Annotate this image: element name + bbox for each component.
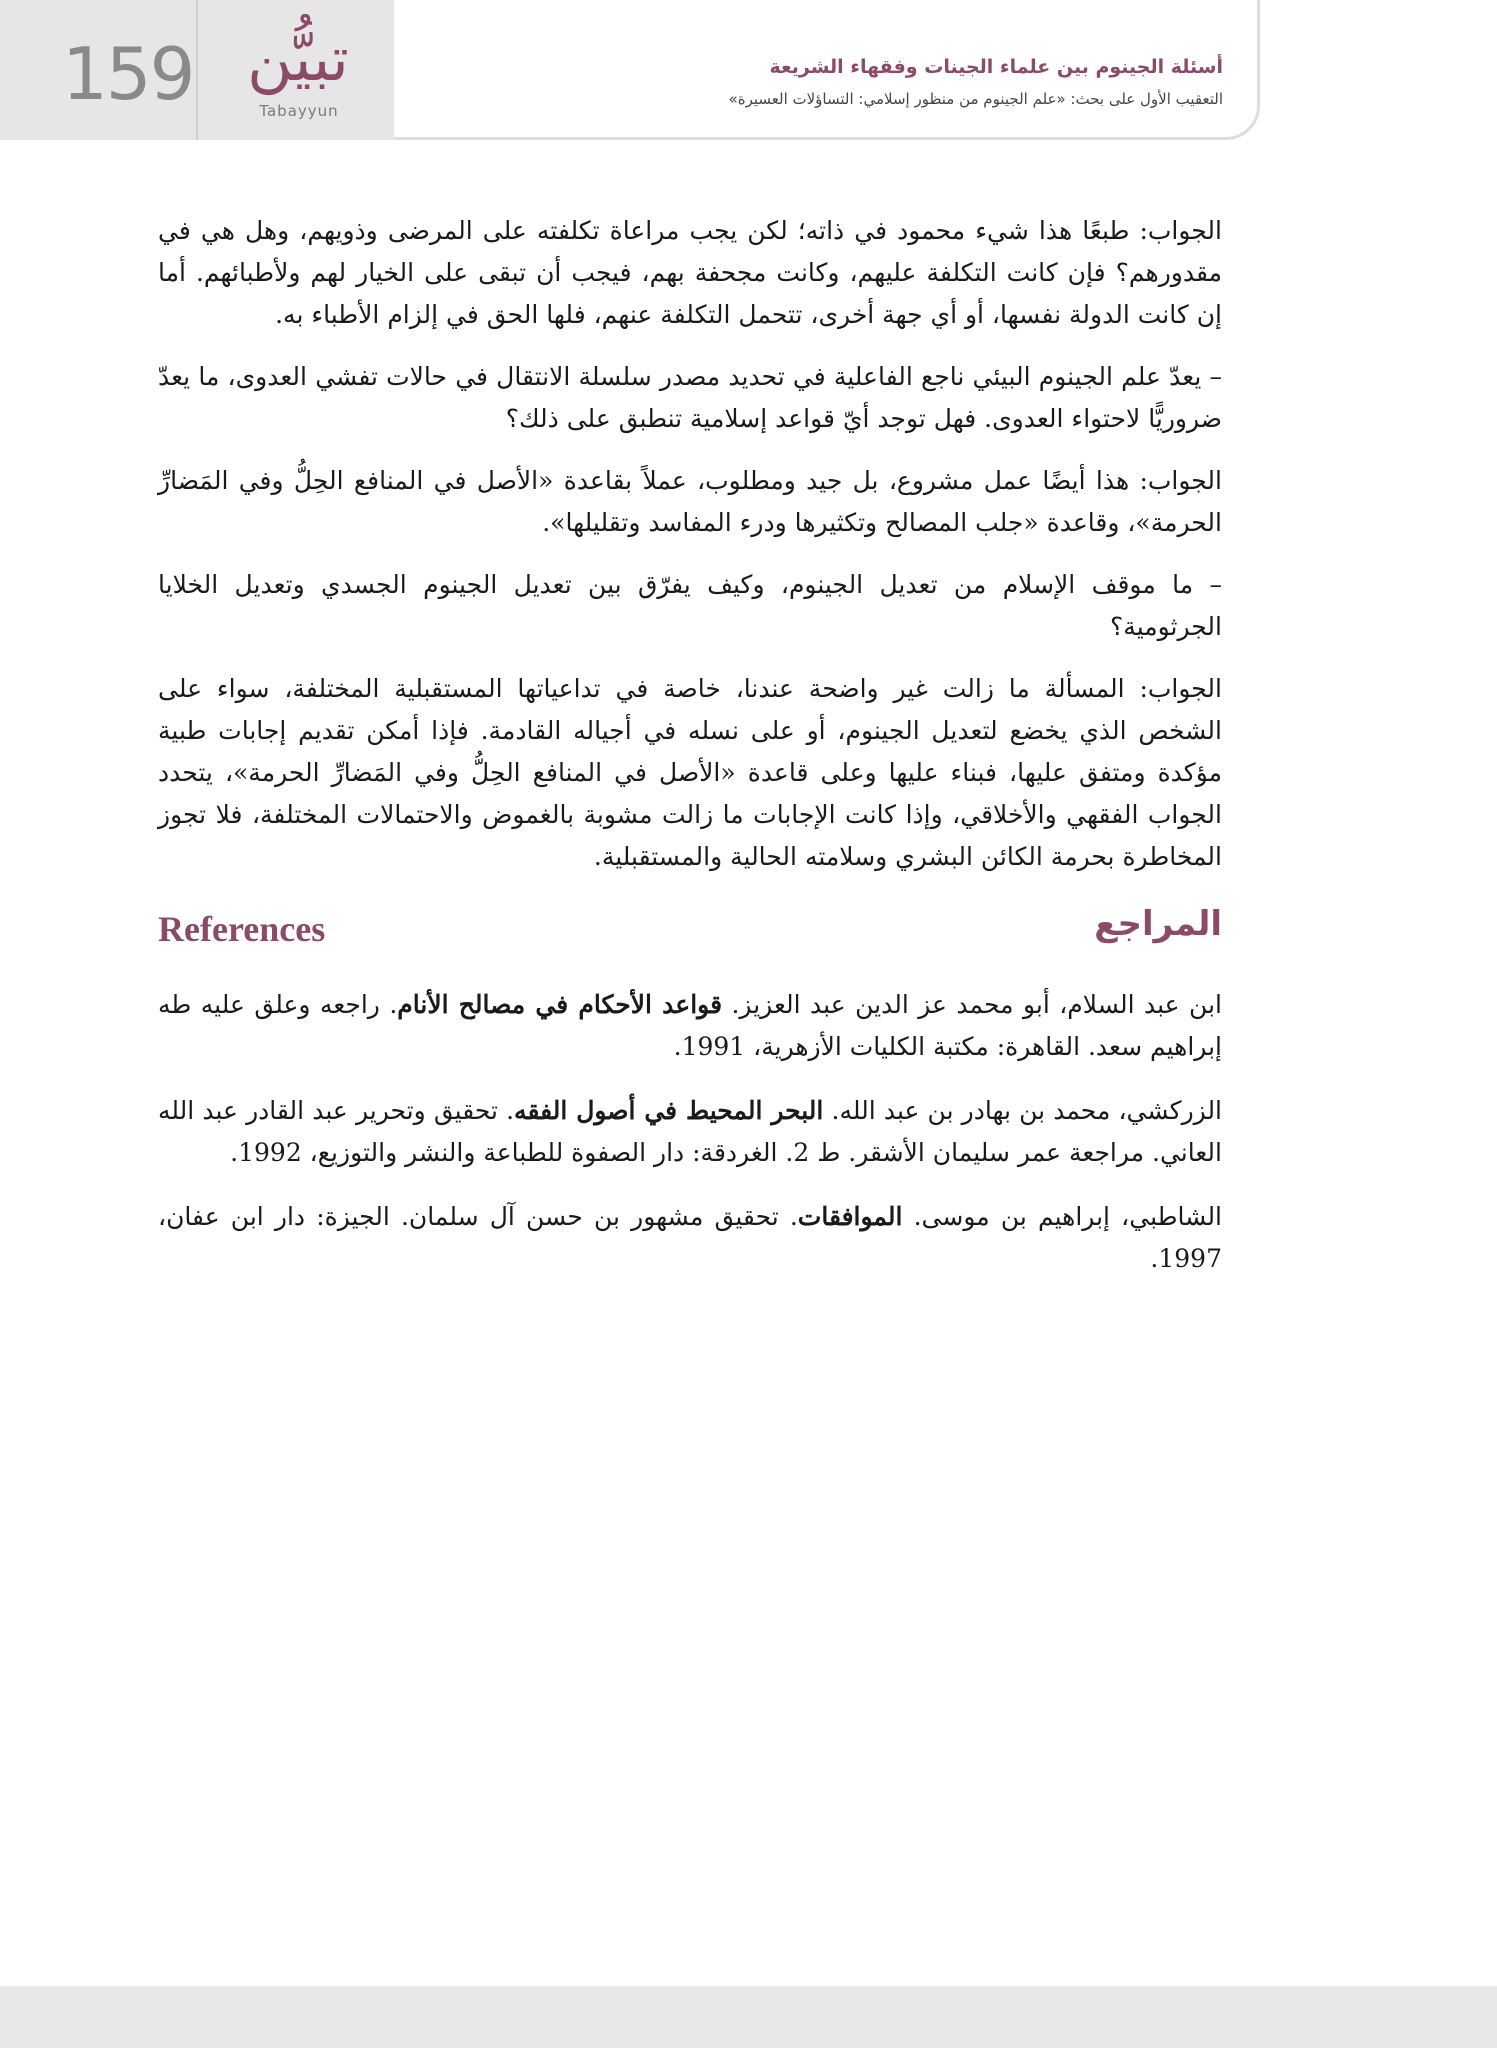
paragraph-answer-3: الجواب: المسألة ما زالت غير واضحة عندنا، خاصة في تداعياتها المستقبلية المختلفة، سواء على الشخص الذي يخضع لتعديل الجينوم، أو على نسله في أجياله القادمة. فإذا أمكن تقديم إجابات طبية مؤكدة ومتفق عليها، فبناء عليها وعلى قاعدة «الأصل في المنافع الحِلُّ وفي المَضارِّ الحرمة»، يتحدد الجواب الفقهي والأخلاقي، وإذا كانت الإجابات ما زالت مشوبة بالغموض والاحتمالات المختلفة، فلا تجوز المخاطرة بحرمة الكائن البشري وسلامته الحالية والمستقبلية. [158,674,1222,871]
reference-item: ابن عبد السلام، أبو محمد عز الدين عبد العزيز. قواعد الأحكام في مصالح الأنام. راجعه وعلق عليه طه إبراهيم سعد. القاهرة: مكتبة الكليات الأزهرية، 1991. [158,990,1222,1061]
references-heading-ar: المراجع [1094,904,1222,944]
reference-item: الزركشي، محمد بن بهادر بن عبد الله. البحر المحيط في أصول الفقه. تحقيق وتحرير عبد القادر عبد الله العاني. مراجعة عمر سليمان الأشقر. ط 2. الغردقة: دار الصفوة للطباعة والنشر والتوزيع، 1992. [158,1096,1223,1167]
paragraph-question-2: – يعدّ علم الجينوم البيئي ناجع الفاعلية في تحديد مصدر سلسلة الانتقال في حالات تفشي العدوى، ما يعدّ ضروريًّا لاحتواء العدوى. فهل توجد أيّ قواعد إسلامية تنطبق على ذلك؟ [158,362,1222,433]
running-header [394,0,1260,140]
reference-item: الشاطبي، إبراهيم بن موسى. الموافقات. تحقيق مشهور بن حسن آل سلمان. الجيزة: دار ابن عفان، 1997. [158,1202,1223,1273]
logo-latin: Tabayyun [259,102,339,120]
footer-band [0,1986,1497,2048]
paragraph-question-3: – ما موقف الإسلام من تعديل الجينوم، وكيف يفرّق بين تعديل الجينوم الجسدي وتعديل الخلايا الجرثومية؟ [158,570,1222,641]
paragraph-answer-2: الجواب: هذا أيضًا عمل مشروع، بل جيد ومطلوب، عملاً بقاعدة «الأصل في المنافع الحِلُّ وفي المَضارِّ الحرمة»، وقاعدة «جلب المصالح وتكثيرها ودرء المفاسد وتقليلها». [158,466,1222,537]
reference-title: الموافقات [797,1202,903,1231]
references-heading-en: References [158,909,326,949]
reference-title: البحر المحيط في أصول الفقه [514,1096,824,1125]
page-number: 159 [62,32,194,116]
running-title: أسئلة الجينوم بين علماء الجينات وفقهاء الشريعة [769,56,1223,78]
paragraph-answer-1: الجواب: طبعًا هذا شيء محمود في ذاته؛ لكن يجب مراعاة تكلفته على المرضى وذويهم، وهل هي في مقدورهم؟ فإن كانت التكلفة عليهم، وكانت مجحفة بهم، فيجب أن تبقى على الخيار لهم ولأطبائهم. أما إن كانت الدولة نفسها، أو أي جهة أخرى، تتحمل التكلفة عنهم، فلها الحق في إلزام الأطباء به. [158,216,1222,329]
logo [198,0,394,140]
page-content [158,210,1222,1302]
references-heading [158,904,1222,964]
running-subtitle: التعقيب الأول على بحث: «علم الجينوم من منظور إسلامي: التساؤلات العسيرة» [728,90,1223,108]
logo-arabic: تبيُّن [247,22,349,95]
reference-title: قواعد الأحكام في مصالح الأنام [397,990,723,1019]
page-number-box [0,0,196,140]
